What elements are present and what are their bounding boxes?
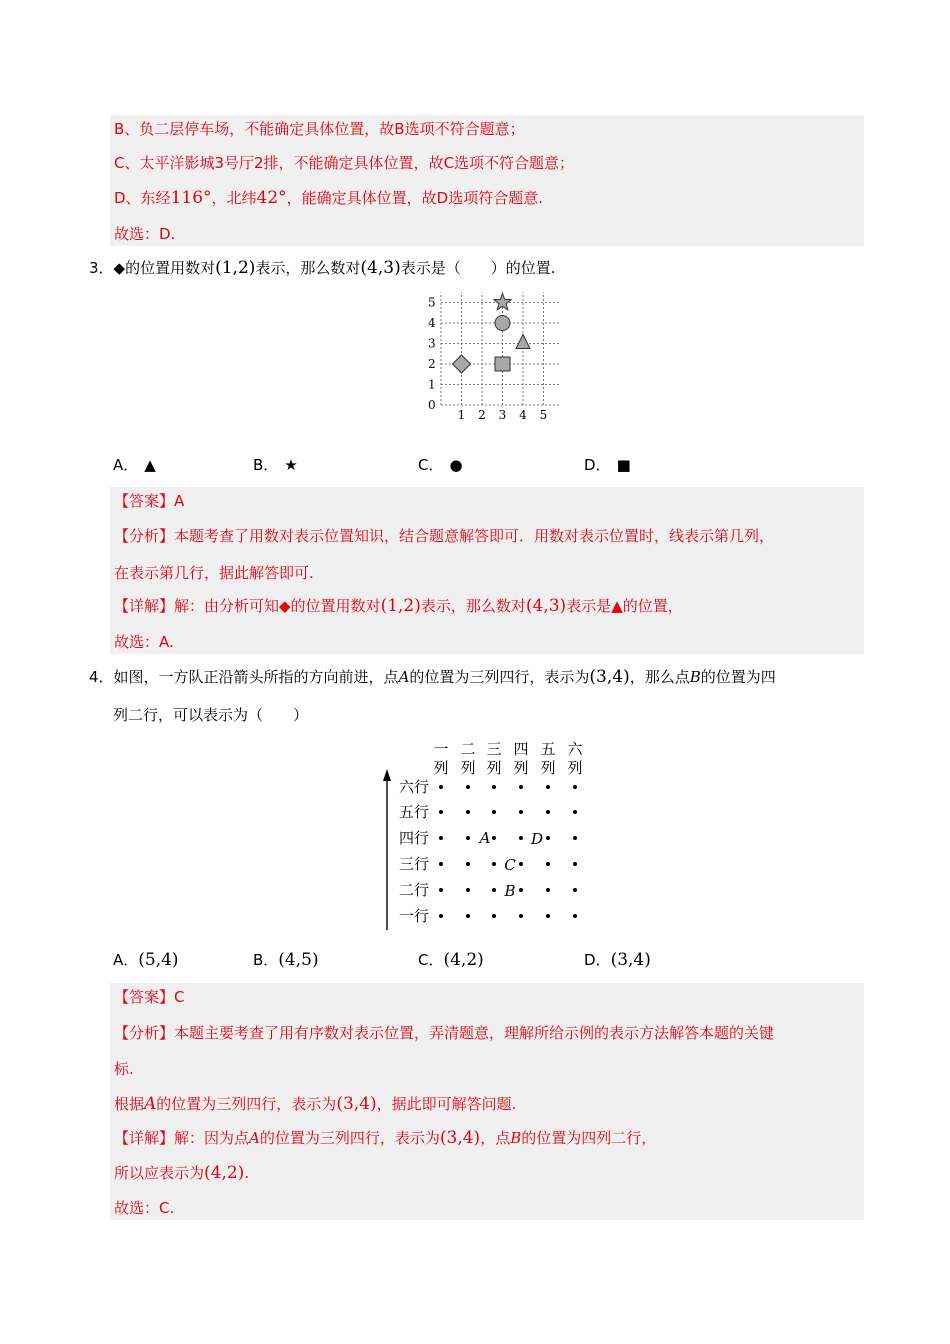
q4-stem-1a: 如图，一方队正沿箭头所指的方向前进，点	[113, 668, 399, 686]
q4-row-label: 三行	[399, 855, 430, 873]
q4-point-a: A	[398, 668, 410, 686]
q4-soldier-dot	[546, 888, 550, 892]
q4-formation-figure	[375, 735, 595, 935]
q4-column-word: 列	[540, 759, 556, 777]
q4-stem-line-2: 列二行，可以表示为（ ）	[113, 706, 309, 724]
q4-soldier-dot	[573, 888, 577, 892]
q3-analysis-text-1: 本题考查了用数对表示位置知识，结合题意解答即可．用数对表示位置时，线表示第几列，	[174, 527, 775, 545]
q3-y-ticks	[428, 296, 436, 413]
q3-choice: 故选：A.	[114, 633, 174, 651]
q4-soldier-dot	[573, 785, 577, 789]
q4-analysis-3-point: A	[144, 1094, 157, 1114]
q3-x-tick-label: 1	[457, 408, 466, 422]
q3-option-a[interactable]	[113, 455, 156, 475]
q2-line-d-prefix: D、东经	[114, 189, 171, 207]
q3-option-b-label: B．	[253, 456, 279, 474]
triangle-icon	[516, 335, 530, 349]
q4-soldier-dot	[519, 888, 523, 892]
circle-icon	[495, 316, 510, 331]
q2-line-d-mid: ，北纬	[211, 189, 257, 207]
q4-detail-2-pair: (4,2)	[204, 1163, 245, 1183]
q4-soldier-dot	[466, 888, 470, 892]
q4-column-number: 二	[460, 740, 476, 758]
q4-soldier-dot	[466, 785, 470, 789]
q4-analysis-line-3	[114, 1094, 516, 1114]
q4-detail-1a: 解：因为点	[174, 1129, 250, 1147]
q3-option-d[interactable]	[584, 455, 631, 475]
q4-column-number: 一	[433, 740, 449, 758]
q4-column-word: 列	[513, 759, 529, 777]
q3-x-tick-label: 4	[519, 408, 527, 422]
q4-detail-1d: 的位置为四列二行，	[521, 1129, 657, 1147]
q4-analysis-text-1: 本题主要考查了用有序数对表示位置，弄清题意，理解所给示例的表示方法解答本题的关键	[174, 1024, 775, 1042]
q3-gridlines	[441, 292, 560, 405]
q4-detail-line-2	[114, 1163, 249, 1183]
q4-row-label: 一行	[399, 907, 430, 925]
q4-analysis-tag: 【分析】	[114, 1024, 175, 1042]
q2-line-d-latitude: 42°	[256, 188, 287, 208]
q4-option-c[interactable]	[418, 950, 484, 970]
q3-stem-part2: 表示，那么数对	[255, 259, 361, 277]
q4-detail-1b: 的位置为三列四行，表示为	[259, 1129, 440, 1147]
q4-option-b[interactable]	[253, 950, 319, 970]
q3-x-ticks	[458, 408, 548, 422]
q3-pair2: (4,3)	[360, 258, 401, 278]
q4-row-label: 四行	[399, 829, 430, 847]
star-icon: ★	[284, 456, 298, 474]
q3-stem-part1: ◆的位置用数对	[113, 259, 216, 277]
q4-soldier-dot	[492, 836, 496, 840]
q4-soldier-dot	[466, 862, 470, 866]
q4-soldier-dot	[439, 810, 443, 814]
q4-pair: (3,4)	[589, 667, 630, 687]
q4-detail-2a: 所以应表示为	[114, 1164, 205, 1182]
q4-analysis-line-2: 标.	[114, 1060, 134, 1078]
q4-soldier-dot	[573, 862, 577, 866]
q4-soldier-dot	[573, 914, 577, 918]
q3-solution-block	[110, 487, 864, 654]
q3-answer-tag: 【答案】	[114, 492, 175, 510]
q4-soldier-dot	[466, 914, 470, 918]
diamond-icon	[453, 355, 471, 373]
q3-x-tick-label: 2	[478, 408, 486, 422]
q3-y-tick-label: 2	[428, 357, 436, 371]
q4-point-labels	[478, 829, 543, 900]
q4-option-c-value: (4,2)	[443, 950, 484, 970]
q4-column-headers	[433, 740, 583, 777]
q4-soldier-dot	[546, 836, 550, 840]
q4-soldier-dot	[492, 888, 496, 892]
q4-option-a-value: (5,4)	[138, 950, 179, 970]
q4-soldier-dot	[519, 914, 523, 918]
q4-option-a-label: A．	[113, 951, 139, 969]
q4-column-word: 列	[433, 759, 449, 777]
q4-soldier-dot	[439, 914, 443, 918]
q3-option-d-label: D．	[584, 456, 611, 474]
q3-analysis-line-2: 在表示第几行，据此解答即可.	[114, 564, 314, 582]
q3-answer	[114, 491, 184, 511]
q4-soldier-dot	[439, 785, 443, 789]
q4-soldier-dot	[519, 862, 523, 866]
q3-option-b[interactable]	[253, 455, 298, 475]
q4-option-d-value: (3,4)	[610, 950, 651, 970]
q3-stem-part3: 表示是（ ）的位置.	[400, 259, 556, 277]
q4-column-number: 五	[540, 740, 556, 758]
q4-answer-tag: 【答案】	[114, 988, 175, 1006]
q4-detail-tag: 【详解】	[114, 1129, 175, 1147]
q4-detail-2b: .	[244, 1164, 250, 1182]
q3-x-tick-label: 5	[539, 408, 548, 422]
q3-analysis	[114, 526, 774, 546]
q3-detail-p3: 表示是▲的位置，	[566, 597, 683, 615]
q4-row-labels	[399, 778, 429, 925]
q4-soldier-dot	[439, 836, 443, 840]
q4-point-label-c: C	[504, 856, 516, 874]
q4-detail-point-a: A	[249, 1129, 260, 1147]
q2-line-d-suffix: ，能确定具体位置，故D选项符合题意.	[286, 189, 543, 207]
q3-detail-pair1: (1,2)	[380, 596, 421, 616]
q3-answer-value: A	[174, 492, 185, 510]
q4-choice: 故选：C.	[114, 1199, 175, 1217]
q4-option-c-label: C．	[418, 951, 444, 969]
q4-soldier-dot	[573, 810, 577, 814]
q2-solution-line-b: B、负二层停车场，不能确定具体位置，故B选项不符合题意；	[114, 120, 525, 138]
q3-detail-p1: 解：由分析可知◆的位置用数对	[174, 597, 381, 615]
q4-row-label: 五行	[399, 803, 430, 821]
q4-soldier-dot	[573, 836, 577, 840]
square-icon: ■	[616, 456, 631, 474]
q4-stem-1b: 的位置为三列四行，表示为	[409, 668, 590, 686]
q3-pair1: (1,2)	[215, 258, 256, 278]
q4-row-label: 二行	[399, 881, 430, 899]
square-icon	[495, 357, 510, 371]
q2-solution-block	[110, 115, 864, 246]
q3-option-c-label: C．	[418, 456, 444, 474]
q4-point-label-a: A	[479, 829, 491, 847]
q2-solution-line-d	[114, 188, 543, 208]
arrow-up-icon	[383, 769, 391, 781]
q4-soldier-dot	[546, 810, 550, 814]
q3-stem	[89, 258, 556, 278]
triangle-icon: ▲	[144, 456, 156, 474]
q4-soldier-dot	[439, 862, 443, 866]
q3-detail-pair2: (4,3)	[525, 596, 567, 616]
circle-icon: ●	[449, 456, 463, 474]
q4-answer-value: C	[174, 988, 185, 1006]
q4-column-word: 列	[486, 759, 502, 777]
q3-grid-figure	[420, 290, 560, 425]
q3-y-tick-label: 4	[428, 316, 436, 330]
q4-option-d-label: D．	[584, 951, 611, 969]
q4-soldier-dot	[519, 836, 523, 840]
q4-option-b-label: B．	[253, 951, 279, 969]
q4-solution-block	[110, 983, 864, 1220]
q4-soldier-dot	[492, 785, 496, 789]
q4-stem-1d: 的位置为四	[700, 668, 776, 686]
q4-soldier-dot	[546, 914, 550, 918]
q3-detail	[114, 596, 683, 616]
q4-analysis-3c: ，据此即可解答问题.	[376, 1095, 517, 1113]
q4-soldier-dot	[519, 810, 523, 814]
q4-analysis-3-pair: (3,4)	[336, 1094, 377, 1114]
q3-number: 3．	[89, 259, 114, 277]
q3-option-a-label: A．	[113, 456, 139, 474]
q3-shapes	[453, 294, 531, 374]
q4-soldier-dot	[466, 836, 470, 840]
q4-row-label: 六行	[399, 778, 430, 796]
q3-analysis-tag: 【分析】	[114, 527, 175, 545]
q4-soldier-dot	[519, 785, 523, 789]
q4-column-number: 六	[567, 740, 583, 758]
q3-y-tick-label: 5	[428, 295, 436, 310]
q4-column-word: 列	[460, 759, 476, 777]
q4-soldier-dot	[466, 810, 470, 814]
q3-detail-p2: 表示，那么数对	[420, 597, 526, 615]
q4-soldier-dot	[546, 862, 550, 866]
q4-detail	[114, 1128, 656, 1148]
q4-stem-line-1	[89, 667, 776, 687]
q3-y-tick-label: 3	[428, 336, 436, 351]
q4-soldier-dot	[439, 888, 443, 892]
q4-soldier-dot	[546, 785, 550, 789]
q4-option-d[interactable]	[584, 950, 651, 970]
q4-option-b-value: (4,5)	[278, 950, 319, 970]
q4-soldier-dot	[492, 810, 496, 814]
q4-analysis-3b: 的位置为三列四行，表示为	[156, 1095, 337, 1113]
q3-x-tick-label: 3	[498, 408, 507, 422]
q4-point-b: B	[689, 668, 701, 686]
q2-choice: 故选：D.	[114, 225, 176, 243]
q4-column-number: 三	[486, 740, 502, 758]
q4-soldier-dot	[492, 914, 496, 918]
q4-detail-point-b: B	[510, 1129, 522, 1147]
q4-point-label-d: D	[530, 830, 544, 848]
q4-option-a[interactable]	[113, 950, 179, 970]
q4-stem-1c: ，那么点	[629, 668, 690, 686]
q4-column-word: 列	[567, 759, 583, 777]
q4-number: 4．	[89, 668, 114, 686]
q3-option-c[interactable]	[418, 455, 463, 475]
q4-analysis-3a: 根据	[114, 1095, 145, 1113]
q2-solution-line-c: C、太平洋影城3号厅2排，不能确定具体位置，故C选项不符合题意；	[114, 154, 575, 172]
q3-y-tick-label: 1	[428, 377, 436, 392]
q2-line-d-longitude: 116°	[170, 188, 212, 208]
q4-point-label-b: B	[504, 882, 516, 900]
q4-answer	[114, 987, 185, 1007]
q4-column-number: 四	[513, 740, 529, 758]
q4-soldier-dot	[492, 862, 496, 866]
q4-detail-pair: (3,4)	[439, 1128, 481, 1148]
q3-y-tick-label: 0	[428, 398, 436, 412]
q4-detail-1c: ，点	[480, 1129, 511, 1147]
q4-analysis	[114, 1023, 774, 1043]
q3-detail-tag: 【详解】	[114, 597, 175, 615]
